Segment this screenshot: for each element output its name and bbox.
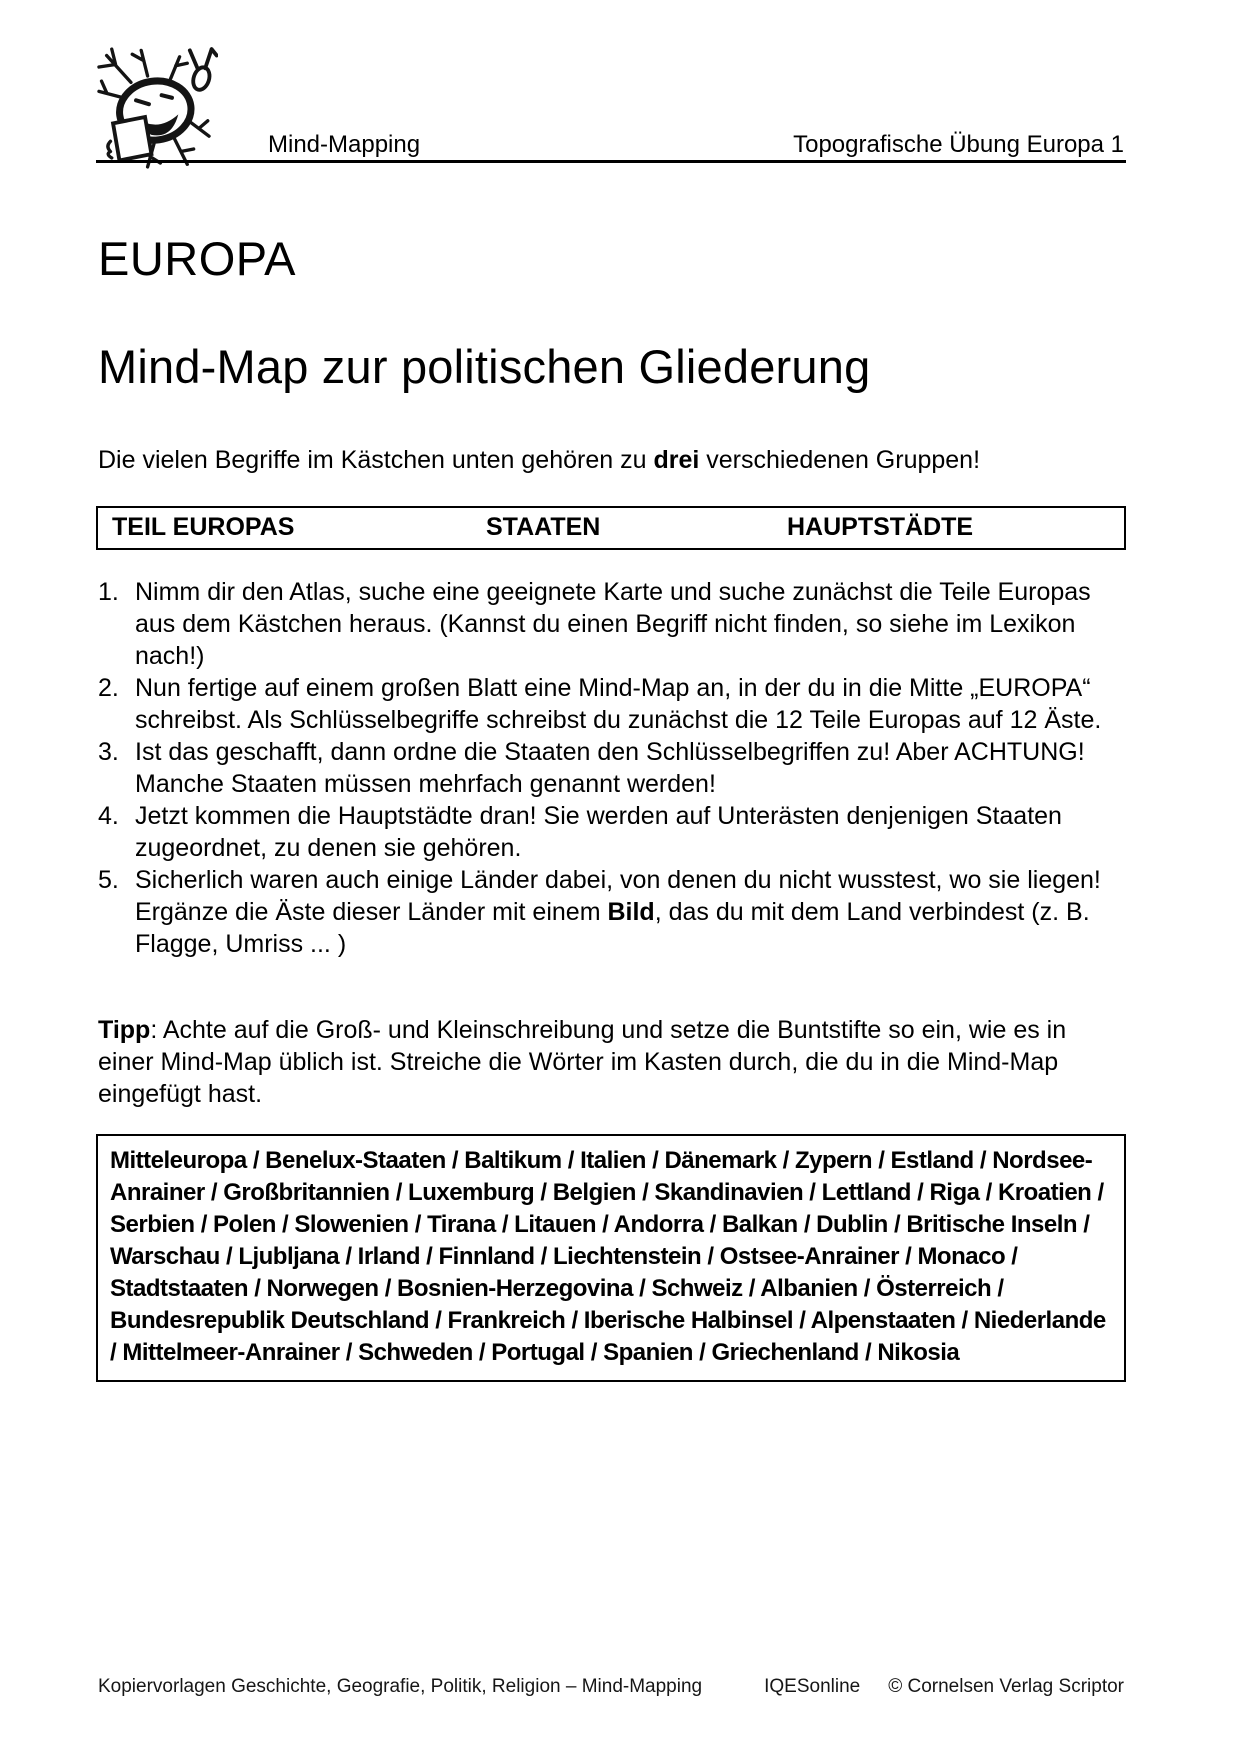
category-col-staaten: STAATEN xyxy=(486,512,601,541)
header-exercise-label: Topografische Übung Europa 1 xyxy=(793,131,1124,158)
task-row xyxy=(98,736,1126,800)
header-course-label: Mind-Mapping xyxy=(268,131,421,158)
category-box xyxy=(96,506,1126,550)
task-text-pre: Sicherlich waren auch einige Länder dabei, von denen du nicht wusstest, wo sie liegen! Ergänze die Äste dieser Länder mit einem xyxy=(135,866,1101,926)
task-text xyxy=(135,672,1126,736)
mindmap-smiley-logo-icon xyxy=(90,44,218,172)
task-list xyxy=(98,576,1126,960)
footer-series-label: Kopiervorlagen Geschichte, Geografie, Politik, Religion – Mind-Mapping xyxy=(98,1676,703,1697)
footer-brand: IQESonline xyxy=(764,1676,861,1697)
category-col-hauptstaedte: HAUPTSTÄDTE xyxy=(787,512,974,541)
intro-text-bold: drei xyxy=(653,446,700,474)
task-row xyxy=(98,576,1126,672)
category-col-teil-europas: TEIL EUROPAS xyxy=(112,512,295,541)
task-text-pre: Ist das geschafft, dann ordne die Staaten den Schlüsselbegriffen zu! Aber ACHTUNG! Manche Staaten müssen mehrfach genannt werden! xyxy=(135,738,1085,798)
task-text xyxy=(135,576,1126,672)
word-box xyxy=(96,1134,1126,1382)
word-box-terms: Mitteleuropa / Benelux-Staaten / Baltikum / Italien / Dänemark / Zypern / Estland / Nordsee-Anrainer / Großbritannien / Luxemburg / Belgien / Skandinavien / Lettland / Riga / Kroatien / Serbien / Polen / Slowenien / Tirana / Litauen / Andorra / Balkan / Dublin / Britische Inseln / Warschau / Ljubljana / Irland / Finnland / Liechtenstein / Ostsee-Anrainer / Monaco / Stadtstaaten / Norwegen / Bosnien-Herzegovina / Schweiz / Albanien / Österreich / Bundesrepublik Deutschland / Frankreich / Iberische Halbinsel / Alpenstaaten / Niederlande / Mittelmeer-Anrainer / Schweden / Portugal / Spanien / Griechenland / Nikosia xyxy=(110,1147,1106,1366)
task-text-pre: Nun fertige auf einem großen Blatt eine Mind-Map an, in der du in die Mitte „EUROPA“ schreibst. Als Schlüsselbegriffe schreibst du zunächst die 12 Teile Europas auf 12 Äste. xyxy=(135,674,1102,734)
tip-paragraph xyxy=(98,1014,1126,1110)
page-subtitle: Mind-Map zur politischen Gliederung xyxy=(98,340,871,393)
task-number: 2. xyxy=(98,674,119,702)
task-number: 1. xyxy=(98,578,119,606)
intro-text-pre: Die vielen Begriffe im Kästchen unten gehören zu xyxy=(98,446,654,474)
footer-right xyxy=(764,1676,1124,1698)
tip-label: Tipp xyxy=(98,1016,151,1044)
intro-paragraph xyxy=(98,444,1126,476)
task-text-pre: Nimm dir den Atlas, suche eine geeignete Karte und suche zunächst die Teile Europas aus dem Kästchen heraus. (Kannst du einen Begriff nicht finden, so siehe im Lexikon nach!) xyxy=(135,578,1091,670)
task-text-pre: Jetzt kommen die Hauptstädte dran! Sie werden auf Unterästen denjenigen Staaten zugeordnet, zu denen sie gehören. xyxy=(135,802,1062,862)
task-number: 5. xyxy=(98,866,119,894)
task-text-bold: Bild xyxy=(607,898,655,926)
task-text xyxy=(135,736,1126,800)
tip-text: : Achte auf die Groß- und Kleinschreibung und setze die Buntstifte so ein, wie es in einer Mind-Map üblich ist. Streiche die Wörter im Kasten durch, die du in die Mind-Map eingefügt hast. xyxy=(98,1016,1067,1108)
footer-copyright: © Cornelsen Verlag Scriptor xyxy=(888,1676,1124,1697)
task-row xyxy=(98,672,1126,736)
task-row xyxy=(98,800,1126,864)
task-text-post: , das du mit dem Land verbindest (z. B. Flagge, Umriss ... ) xyxy=(135,898,1090,958)
task-number: 4. xyxy=(98,802,119,830)
task-text xyxy=(135,864,1126,960)
intro-text-post: verschiedenen Gruppen! xyxy=(699,446,981,474)
task-text xyxy=(135,800,1126,864)
task-number: 3. xyxy=(98,738,119,766)
header-divider xyxy=(96,160,1126,163)
page-title: EUROPA xyxy=(98,232,296,285)
task-row xyxy=(98,864,1126,960)
